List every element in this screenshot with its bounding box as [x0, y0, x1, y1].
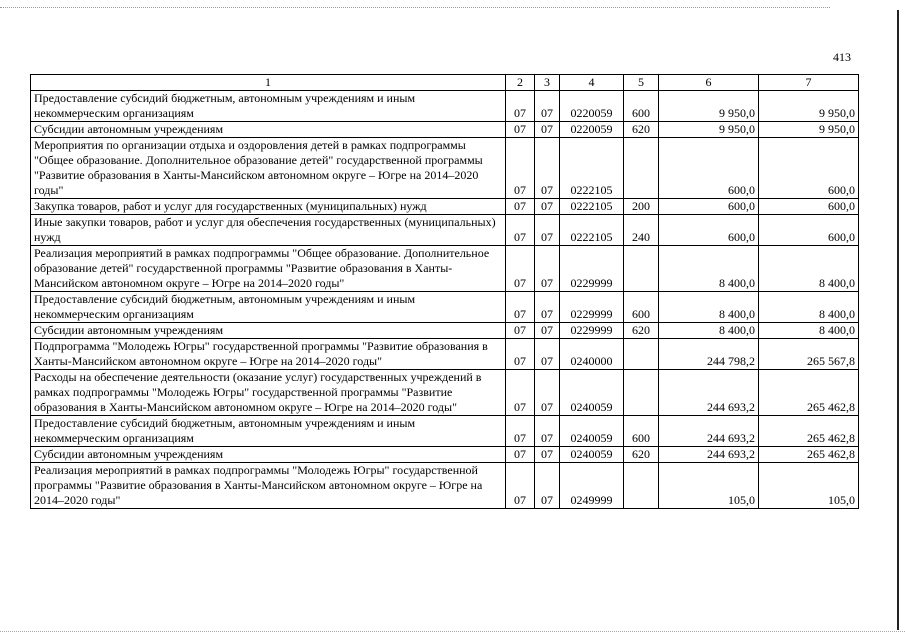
scan-bottom-edge: [0, 631, 905, 632]
section-code-cell: 07: [506, 199, 535, 215]
target-article-cell: 0229999: [560, 323, 624, 339]
column-header: 7: [759, 75, 859, 91]
target-article-cell: 0222105: [560, 215, 624, 246]
expense-type-cell: 620: [624, 323, 659, 339]
subsection-code-cell: 07: [535, 416, 560, 447]
row-name-cell: Предоставление субсидий бюджетным, автономным учреждениям и иным некоммерческим организациям: [31, 292, 506, 323]
amount-year-1-cell: 8 400,0: [659, 323, 759, 339]
row-name-cell: Мероприятия по организации отдыха и оздоровления детей в рамках подпрограммы "Общее образование. Дополнительное образование детей" государственной программы "Развитие образования в Ханты-Мансийском автономном округе – Югре на 2014–2020 годы": [31, 138, 506, 199]
subsection-code-cell: 07: [535, 199, 560, 215]
target-article-cell: 0240000: [560, 339, 624, 370]
section-code-cell: 07: [506, 416, 535, 447]
subsection-code-cell: 07: [535, 292, 560, 323]
expense-type-cell: [624, 370, 659, 416]
subsection-code-cell: 07: [535, 447, 560, 463]
amount-year-2-cell: 265 462,8: [759, 447, 859, 463]
subsection-code-cell: 07: [535, 122, 560, 138]
scan-binding-edge: [897, 10, 899, 630]
amount-year-1-cell: 244 693,2: [659, 370, 759, 416]
column-header: 3: [535, 75, 560, 91]
amount-year-2-cell: 265 462,8: [759, 416, 859, 447]
section-code-cell: 07: [506, 138, 535, 199]
table-row: [31, 292, 859, 323]
expense-type-cell: 240: [624, 215, 659, 246]
amount-year-1-cell: 9 950,0: [659, 122, 759, 138]
row-name-cell: Предоставление субсидий бюджетным, автономным учреждениям и иным некоммерческим организациям: [31, 416, 506, 447]
subsection-code-cell: 07: [535, 215, 560, 246]
row-name-cell: Реализация мероприятий в рамках подпрограммы "Молодежь Югры" государственной программы "Развитие образования в Ханты-Мансийском автономном округе – Югре на 2014–2020 годы": [31, 463, 506, 509]
amount-year-2-cell: 8 400,0: [759, 292, 859, 323]
amount-year-2-cell: 265 567,8: [759, 339, 859, 370]
row-name-cell: Подпрограмма "Молодежь Югры" государственной программы "Развитие образования в Ханты-Мансийском автономном округе – Югре на 2014–2020 годы": [31, 339, 506, 370]
expense-type-cell: 600: [624, 416, 659, 447]
expense-type-cell: 600: [624, 91, 659, 122]
amount-year-2-cell: 600,0: [759, 138, 859, 199]
table-row: [31, 323, 859, 339]
amount-year-1-cell: 8 400,0: [659, 246, 759, 292]
amount-year-1-cell: 105,0: [659, 463, 759, 509]
row-name-cell: Предоставление субсидий бюджетным, автономным учреждениям и иным некоммерческим организациям: [31, 91, 506, 122]
amount-year-2-cell: 265 462,8: [759, 370, 859, 416]
amount-year-1-cell: 244 693,2: [659, 447, 759, 463]
section-code-cell: 07: [506, 215, 535, 246]
expense-type-cell: [624, 246, 659, 292]
page-number: 413: [833, 50, 851, 64]
expense-type-cell: 620: [624, 447, 659, 463]
table-row: [31, 416, 859, 447]
table-row: [31, 138, 859, 199]
amount-year-1-cell: 9 950,0: [659, 91, 759, 122]
amount-year-2-cell: 8 400,0: [759, 323, 859, 339]
target-article-cell: 0249999: [560, 463, 624, 509]
row-name-cell: Иные закупки товаров, работ и услуг для обеспечения государственных (муниципальных) нужд: [31, 215, 506, 246]
row-name-cell: Расходы на обеспечение деятельности (оказание услуг) государственных учреждений в рамках подпрограммы "Молодежь Югры" государственной программы "Развитие образования в Ханты-Мансийском автономном округе – Югре на 2014–2020 годы": [31, 370, 506, 416]
table-row: [31, 215, 859, 246]
row-name-cell: Реализация мероприятий в рамках подпрограммы "Общее образование. Дополнительное образование детей" государственной программы "Развитие образования в Ханты-Мансийском автономном округе – Югре на 2014–2020 годы": [31, 246, 506, 292]
amount-year-2-cell: 9 950,0: [759, 122, 859, 138]
column-header: 6: [659, 75, 759, 91]
budget-table: [30, 74, 859, 509]
amount-year-2-cell: 8 400,0: [759, 246, 859, 292]
table-row: [31, 463, 859, 509]
expense-type-cell: [624, 138, 659, 199]
section-code-cell: 07: [506, 463, 535, 509]
table-row: [31, 339, 859, 370]
amount-year-2-cell: 600,0: [759, 199, 859, 215]
subsection-code-cell: 07: [535, 463, 560, 509]
row-name-cell: Закупка товаров, работ и услуг для государственных (муниципальных) нужд: [31, 199, 506, 215]
subsection-code-cell: 07: [535, 91, 560, 122]
table-row: [31, 447, 859, 463]
table-row: [31, 370, 859, 416]
expense-type-cell: [624, 463, 659, 509]
target-article-cell: 0240059: [560, 416, 624, 447]
amount-year-1-cell: 244 693,2: [659, 416, 759, 447]
section-code-cell: 07: [506, 323, 535, 339]
subsection-code-cell: 07: [535, 138, 560, 199]
table-row: [31, 91, 859, 122]
section-code-cell: 07: [506, 370, 535, 416]
target-article-cell: 0220059: [560, 91, 624, 122]
section-code-cell: 07: [506, 122, 535, 138]
amount-year-2-cell: 9 950,0: [759, 91, 859, 122]
table-body: [31, 91, 859, 509]
column-header: 5: [624, 75, 659, 91]
amount-year-1-cell: 600,0: [659, 215, 759, 246]
scan-top-edge: [0, 7, 830, 8]
subsection-code-cell: 07: [535, 246, 560, 292]
expense-type-cell: 600: [624, 292, 659, 323]
expense-type-cell: [624, 339, 659, 370]
table-row: [31, 199, 859, 215]
column-header: 2: [506, 75, 535, 91]
target-article-cell: 0229999: [560, 292, 624, 323]
target-article-cell: 0240059: [560, 370, 624, 416]
target-article-cell: 0229999: [560, 246, 624, 292]
amount-year-2-cell: 600,0: [759, 215, 859, 246]
amount-year-1-cell: 8 400,0: [659, 292, 759, 323]
section-code-cell: 07: [506, 447, 535, 463]
row-name-cell: Субсидии автономным учреждениям: [31, 323, 506, 339]
target-article-cell: 0220059: [560, 122, 624, 138]
amount-year-2-cell: 105,0: [759, 463, 859, 509]
table-row: [31, 246, 859, 292]
amount-year-1-cell: 244 798,2: [659, 339, 759, 370]
section-code-cell: 07: [506, 91, 535, 122]
section-code-cell: 07: [506, 292, 535, 323]
header-row: [31, 75, 859, 91]
amount-year-1-cell: 600,0: [659, 199, 759, 215]
target-article-cell: 0222105: [560, 199, 624, 215]
column-header: 4: [560, 75, 624, 91]
row-name-cell: Субсидии автономным учреждениям: [31, 122, 506, 138]
expense-type-cell: 620: [624, 122, 659, 138]
amount-year-1-cell: 600,0: [659, 138, 759, 199]
subsection-code-cell: 07: [535, 323, 560, 339]
target-article-cell: 0240059: [560, 447, 624, 463]
section-code-cell: 07: [506, 246, 535, 292]
target-article-cell: 0222105: [560, 138, 624, 199]
section-code-cell: 07: [506, 339, 535, 370]
subsection-code-cell: 07: [535, 339, 560, 370]
expense-type-cell: 200: [624, 199, 659, 215]
subsection-code-cell: 07: [535, 370, 560, 416]
row-name-cell: Субсидии автономным учреждениям: [31, 447, 506, 463]
column-header: 1: [31, 75, 506, 91]
table-row: [31, 122, 859, 138]
